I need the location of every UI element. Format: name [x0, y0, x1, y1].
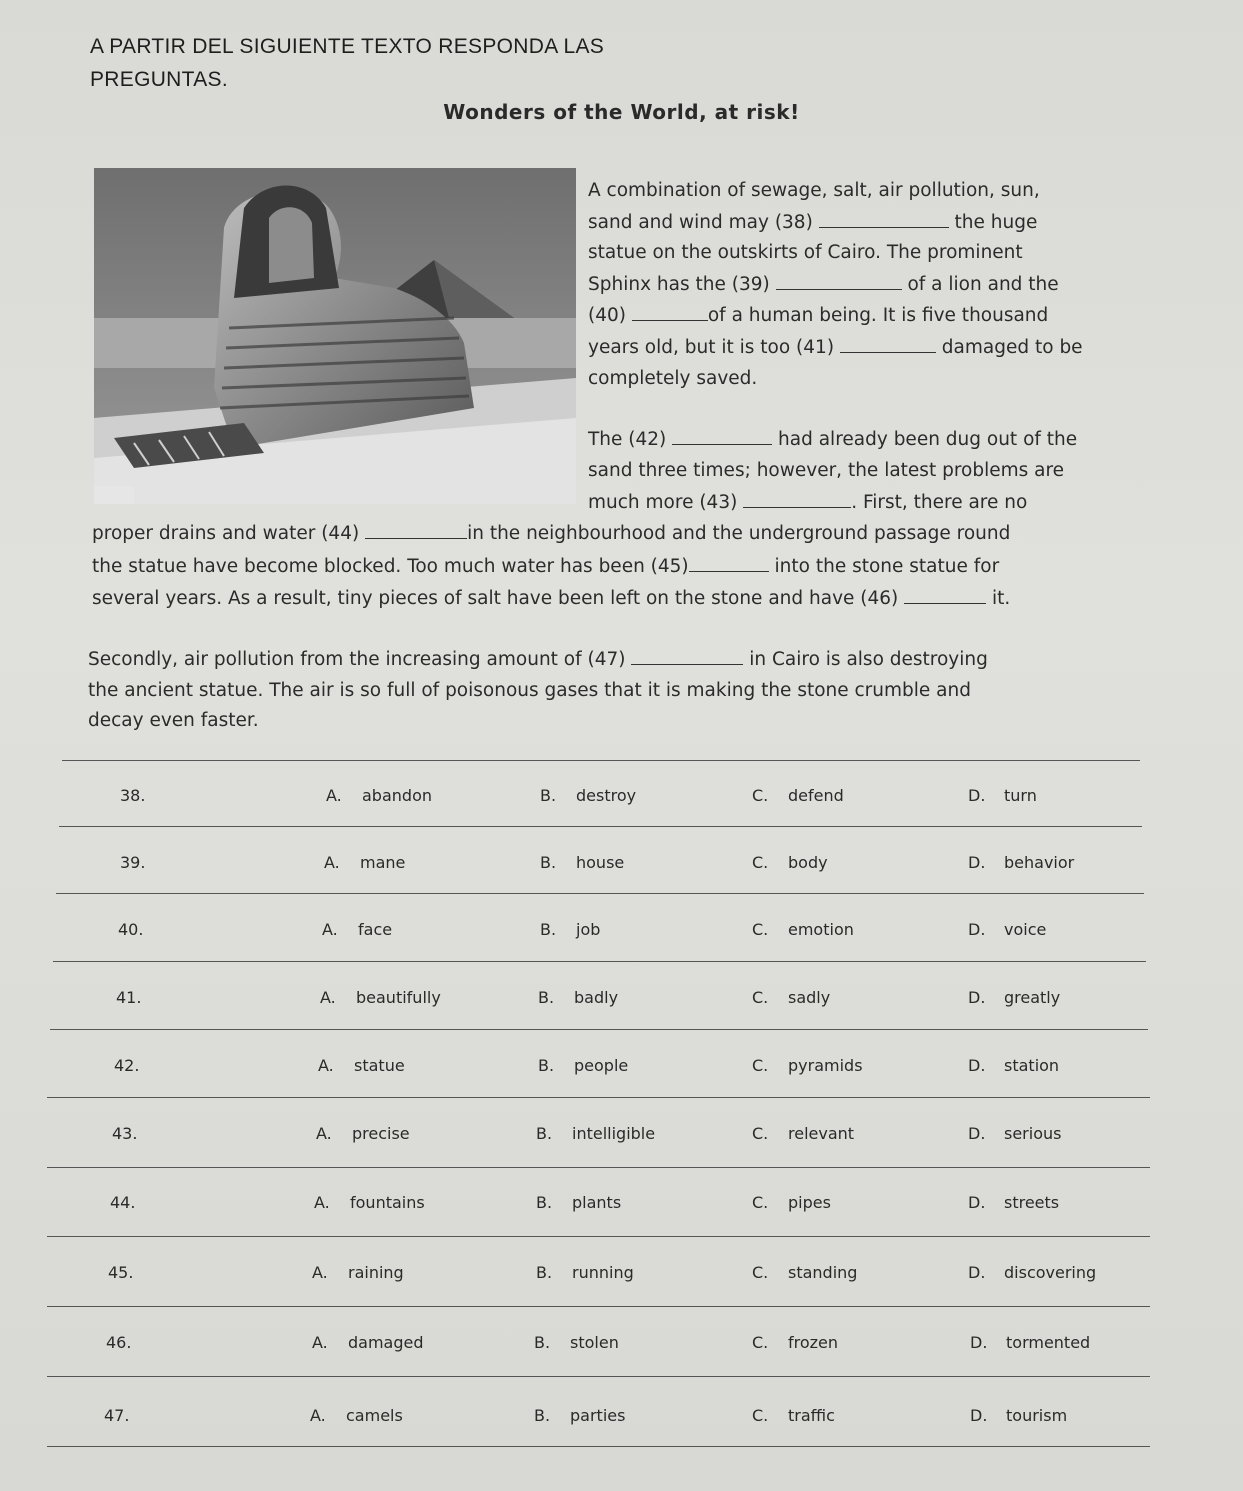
option-letter: A.: [312, 1263, 328, 1282]
separator-line: [47, 1376, 1150, 1377]
option-text: parties: [570, 1406, 626, 1425]
option-text: plants: [572, 1193, 622, 1212]
option-letter: C.: [752, 786, 769, 805]
question-number-text: 41.: [116, 988, 142, 1007]
option-d[interactable]: [968, 1193, 1059, 1212]
question-number: [104, 1406, 129, 1425]
question-number-text: 38.: [120, 786, 146, 805]
option-b[interactable]: [534, 1406, 625, 1425]
passage-line: The (42) had already been dug out of the: [588, 426, 1077, 453]
option-b[interactable]: [540, 853, 624, 872]
passage-line: the statue have become blocked. Too much water has been (45) into the stone statue for: [92, 553, 999, 580]
blank-39: [776, 271, 902, 290]
option-b[interactable]: [536, 1193, 621, 1212]
option-letter: A.: [314, 1193, 330, 1212]
option-c[interactable]: [752, 853, 828, 872]
question-number-text: 40.: [118, 920, 144, 939]
option-d[interactable]: [968, 1056, 1059, 1075]
passage-line: completely saved.: [588, 368, 758, 389]
passage-line: proper drains and water (44) in the neighbourhood and the underground passage round: [92, 520, 1010, 547]
option-text: statue: [354, 1056, 405, 1075]
question-number: [120, 853, 145, 872]
option-text: running: [572, 1263, 634, 1282]
option-letter: A.: [324, 853, 340, 872]
option-letter: D.: [970, 1333, 988, 1352]
blank-41: [840, 334, 936, 353]
option-text: people: [574, 1056, 629, 1075]
question-number: [120, 786, 145, 805]
option-d[interactable]: [968, 920, 1046, 939]
question-number-text: 46.: [106, 1333, 132, 1352]
option-letter: A.: [318, 1056, 334, 1075]
option-d[interactable]: [968, 853, 1074, 872]
option-text: abandon: [362, 786, 432, 805]
passage-line: statue on the outskirts of Cairo. The prominent: [588, 242, 1023, 263]
option-a[interactable]: [312, 1263, 404, 1282]
option-letter: B.: [538, 988, 555, 1007]
blank-44: [365, 520, 467, 539]
passage-line: sand and wind may (38) the huge: [588, 209, 1037, 236]
option-letter: D.: [968, 988, 986, 1007]
option-d[interactable]: [970, 1406, 1067, 1425]
option-a[interactable]: [326, 786, 432, 805]
passage-line: the ancient statue. The air is so full of poisonous gases that it is making the stone crumble and: [88, 680, 971, 701]
option-letter: B.: [540, 853, 557, 872]
option-a[interactable]: [316, 1124, 410, 1143]
option-letter: D.: [968, 853, 986, 872]
option-text: face: [358, 920, 393, 939]
option-letter: B.: [536, 1124, 553, 1143]
option-c[interactable]: [752, 786, 844, 805]
option-c[interactable]: [752, 1193, 831, 1212]
option-letter: A.: [320, 988, 336, 1007]
blank-38: [819, 209, 949, 228]
separator-line: [47, 1167, 1150, 1168]
option-letter: C.: [752, 1124, 769, 1143]
option-letter: C.: [752, 1333, 769, 1352]
passage-line: decay even faster.: [88, 710, 259, 731]
option-letter: C.: [752, 920, 769, 939]
option-letter: C.: [752, 988, 769, 1007]
option-letter: B.: [534, 1406, 551, 1425]
separator-line: [56, 893, 1144, 894]
option-letter: D.: [968, 920, 986, 939]
blank-42: [672, 426, 772, 445]
option-text: traffic: [788, 1406, 835, 1425]
instruction-heading: A PARTIR DEL SIGUIENTE TEXTO RESPONDA LAS PREGUNTAS.: [90, 35, 605, 91]
option-letter: D.: [968, 786, 986, 805]
option-text: sadly: [788, 988, 831, 1007]
option-b[interactable]: [538, 988, 618, 1007]
option-text: tormented: [1006, 1333, 1091, 1352]
option-letter: B.: [538, 1056, 555, 1075]
option-a[interactable]: [324, 853, 405, 872]
question-number: [110, 1193, 135, 1212]
option-letter: D.: [970, 1406, 988, 1425]
question-number: [114, 1056, 139, 1075]
option-c[interactable]: [752, 1406, 835, 1425]
option-d[interactable]: [968, 1263, 1096, 1282]
question-number: [118, 920, 143, 939]
option-text: mane: [360, 853, 406, 872]
option-letter: B.: [534, 1333, 551, 1352]
option-letter: D.: [968, 1193, 986, 1212]
option-d[interactable]: [968, 988, 1060, 1007]
option-text: turn: [1004, 786, 1037, 805]
option-a[interactable]: [314, 1193, 425, 1212]
option-b[interactable]: [536, 1124, 655, 1143]
option-letter: A.: [310, 1406, 326, 1425]
option-text: relevant: [788, 1124, 855, 1143]
separator-line: [50, 1029, 1148, 1030]
option-letter: C.: [752, 853, 769, 872]
option-text: destroy: [576, 786, 637, 805]
option-text: precise: [352, 1124, 410, 1143]
option-a[interactable]: [320, 988, 441, 1007]
option-text: job: [576, 920, 601, 939]
blank-43: [743, 489, 851, 508]
option-c[interactable]: [752, 1124, 854, 1143]
option-text: stolen: [570, 1333, 619, 1352]
question-number-text: 47.: [104, 1406, 130, 1425]
question-number-text: 39.: [120, 853, 146, 872]
option-a[interactable]: [310, 1406, 403, 1425]
sphinx-illustration: [94, 168, 576, 504]
separator-line: [59, 826, 1142, 827]
option-b[interactable]: [534, 1333, 619, 1352]
option-text: beautifully: [356, 988, 441, 1007]
passage-title: Wonders of the World, at risk!: [443, 100, 800, 124]
option-text: standing: [788, 1263, 858, 1282]
option-letter: C.: [752, 1406, 769, 1425]
option-text: raining: [348, 1263, 404, 1282]
option-text: intelligible: [572, 1124, 656, 1143]
question-number: [116, 988, 141, 1007]
option-text: streets: [1004, 1193, 1060, 1212]
option-text: tourism: [1006, 1406, 1068, 1425]
option-letter: B.: [536, 1193, 553, 1212]
blank-46: [904, 585, 986, 604]
passage-line: Sphinx has the (39) of a lion and the: [588, 271, 1059, 298]
separator-line: [47, 1236, 1150, 1237]
option-text: greatly: [1004, 988, 1061, 1007]
question-number: [112, 1124, 137, 1143]
option-text: body: [788, 853, 828, 872]
option-letter: D.: [968, 1263, 986, 1282]
question-number-text: 42.: [114, 1056, 140, 1075]
separator-line: [62, 760, 1140, 761]
option-d[interactable]: [970, 1333, 1090, 1352]
option-b[interactable]: [540, 920, 600, 939]
option-b[interactable]: [536, 1263, 634, 1282]
option-b[interactable]: [540, 786, 636, 805]
passage-line: sand three times; however, the latest problems are: [588, 460, 1065, 481]
option-text: frozen: [788, 1333, 839, 1352]
passage-line: much more (43) . First, there are no: [588, 489, 1027, 516]
option-d[interactable]: [968, 786, 1037, 805]
option-letter: A.: [312, 1333, 328, 1352]
option-d[interactable]: [968, 1124, 1061, 1143]
blank-40: [632, 302, 708, 321]
option-text: discovering: [1004, 1263, 1097, 1282]
option-letter: A.: [316, 1124, 332, 1143]
question-number-text: 43.: [112, 1124, 138, 1143]
passage-line: years old, but it is too (41) damaged to be: [588, 334, 1083, 361]
option-letter: B.: [536, 1263, 553, 1282]
blank-47: [631, 646, 743, 665]
option-text: defend: [788, 786, 844, 805]
option-c[interactable]: [752, 988, 830, 1007]
option-a[interactable]: [322, 920, 392, 939]
separator-line: [47, 1446, 1150, 1447]
option-b[interactable]: [538, 1056, 628, 1075]
separator-line: [53, 961, 1146, 962]
passage-line: several years. As a result, tiny pieces of salt have been left on the stone and have (46) it.: [92, 585, 1010, 612]
option-c[interactable]: [752, 920, 854, 939]
option-letter: D.: [968, 1124, 986, 1143]
option-text: damaged: [348, 1333, 424, 1352]
question-number-text: 45.: [108, 1263, 134, 1282]
sphinx-pyramid-photo: [94, 168, 576, 504]
option-text: behavior: [1004, 853, 1075, 872]
option-letter: D.: [968, 1056, 986, 1075]
separator-line: [47, 1306, 1150, 1307]
option-a[interactable]: [312, 1333, 424, 1352]
option-letter: C.: [752, 1263, 769, 1282]
passage-line: Secondly, air pollution from the increasing amount of (47) in Cairo is also destroying: [88, 646, 988, 673]
option-a[interactable]: [318, 1056, 405, 1075]
option-letter: A.: [322, 920, 338, 939]
question-number: [108, 1263, 133, 1282]
passage-line: A combination of sewage, salt, air pollution, sun,: [588, 180, 1040, 201]
option-c[interactable]: [752, 1263, 857, 1282]
option-letter: A.: [326, 786, 342, 805]
option-c[interactable]: [752, 1056, 863, 1075]
separator-line: [47, 1097, 1150, 1098]
question-number: [106, 1333, 131, 1352]
option-letter: C.: [752, 1193, 769, 1212]
option-letter: C.: [752, 1056, 769, 1075]
option-text: station: [1004, 1056, 1060, 1075]
question-number-text: 44.: [110, 1193, 136, 1212]
option-text: house: [576, 853, 625, 872]
option-text: emotion: [788, 920, 854, 939]
option-text: badly: [574, 988, 619, 1007]
option-text: voice: [1004, 920, 1047, 939]
passage-line: (40) of a human being. It is five thousand: [588, 302, 1048, 329]
option-text: serious: [1004, 1124, 1062, 1143]
option-text: camels: [346, 1406, 403, 1425]
option-letter: B.: [540, 920, 557, 939]
option-letter: B.: [540, 786, 557, 805]
option-c[interactable]: [752, 1333, 838, 1352]
option-text: fountains: [350, 1193, 425, 1212]
option-text: pipes: [788, 1193, 831, 1212]
option-text: pyramids: [788, 1056, 863, 1075]
blank-45: [689, 553, 769, 572]
